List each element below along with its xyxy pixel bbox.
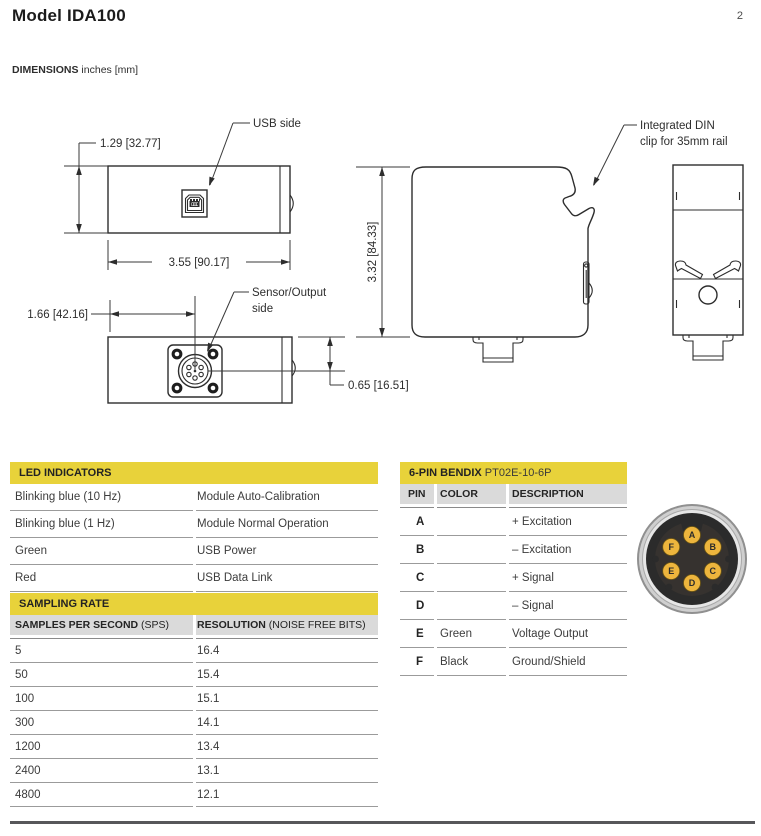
- sps-value: 1200: [10, 735, 193, 759]
- usb-port-icon: [182, 190, 207, 217]
- pin-color: [437, 508, 506, 536]
- din-clip-label-line1: Integrated DIN: [640, 120, 715, 132]
- table-row: [10, 663, 378, 687]
- dim-height-front: 1.29 [32.77]: [100, 138, 161, 150]
- sps-value: 50: [10, 663, 193, 687]
- col1-bold: SAMPLES PER SECOND: [15, 619, 139, 631]
- page-number: 2: [736, 10, 743, 22]
- connector-pin-b: [704, 539, 721, 556]
- dim-sensor-offset: 1.66 [42.16]: [27, 309, 88, 321]
- table-row: [10, 735, 378, 759]
- table-row: [400, 508, 627, 536]
- svg-text:A: A: [688, 530, 696, 541]
- connector-pin-e: [663, 563, 680, 580]
- led-indicator: Red: [10, 565, 193, 592]
- led-indicators-table: [10, 462, 378, 592]
- svg-text:D: D: [688, 578, 696, 589]
- resolution-value: 16.4: [196, 639, 378, 663]
- page-bottom-rule: [10, 821, 755, 824]
- bendix-title-part: PT02E-10-6P: [481, 467, 552, 479]
- svg-text:B: B: [709, 542, 717, 553]
- pin-color: [437, 564, 506, 592]
- led-meaning: Module Auto-Calibration: [196, 484, 378, 511]
- pin-id: C: [400, 564, 434, 592]
- led-meaning: Module Normal Operation: [196, 511, 378, 538]
- column-header-description: DESCRIPTION: [509, 484, 627, 508]
- table-row: [10, 783, 378, 807]
- bendix-header: [400, 462, 627, 484]
- pin-id: D: [400, 592, 434, 620]
- connector-pin-a: [684, 527, 701, 544]
- sps-value: 300: [10, 711, 193, 735]
- table-row: [10, 711, 378, 735]
- table-row: [400, 648, 627, 676]
- table-row: [10, 565, 378, 592]
- dim-side-height: 3.32 [84.33]: [367, 221, 379, 283]
- dimensions-label-bold: DIMENSIONS: [12, 64, 79, 76]
- pin-id: F: [400, 648, 434, 676]
- led-indicator: Blinking blue (10 Hz): [10, 484, 193, 511]
- sensor-output-label-line2: side: [252, 303, 274, 315]
- sps-value: 2400: [10, 759, 193, 783]
- sampling-rate-header: [10, 593, 378, 615]
- col2-bold: RESOLUTION: [197, 619, 266, 631]
- pin-description: – Signal: [509, 592, 627, 620]
- table-row: [10, 538, 378, 565]
- table-row: [10, 639, 378, 663]
- connector-pin-f: [663, 539, 680, 556]
- col2-normal: (NOISE FREE BITS): [265, 619, 366, 631]
- pin-description: – Excitation: [509, 536, 627, 564]
- end-view: [673, 165, 743, 360]
- sampling-subheader: [10, 615, 378, 639]
- pin-color: [437, 592, 506, 620]
- pin-description: Voltage Output: [509, 620, 627, 648]
- table-row: [10, 759, 378, 783]
- dimensions-label: [12, 64, 138, 76]
- din-side-view: [356, 120, 728, 362]
- column-header-color: COLOR: [437, 484, 506, 508]
- pin-id: B: [400, 536, 434, 564]
- pin-description: + Signal: [509, 564, 627, 592]
- sampling-rate-title: SAMPLING RATE: [19, 598, 110, 610]
- page-title: Model IDA100: [12, 6, 126, 25]
- led-indicator: Blinking blue (1 Hz): [10, 511, 193, 538]
- led-meaning: USB Data Link: [196, 565, 378, 592]
- sensor-side-view: [27, 287, 409, 403]
- dim-connector-offset: 0.65 [16.51]: [348, 380, 409, 392]
- table-row: [400, 564, 627, 592]
- column-header-resolution: [196, 615, 378, 639]
- pin-description: Ground/Shield: [509, 648, 627, 676]
- column-header-sps: [10, 615, 193, 639]
- pin-color: Black: [437, 648, 506, 676]
- resolution-value: 13.1: [196, 759, 378, 783]
- column-header-pin: PIN: [400, 484, 434, 508]
- pin-id: E: [400, 620, 434, 648]
- table-row: [10, 687, 378, 711]
- table-row: [10, 511, 378, 538]
- led-indicators-title: LED INDICATORS: [19, 467, 112, 479]
- col1-normal: (SPS): [138, 619, 170, 631]
- pin-color: Green: [437, 620, 506, 648]
- svg-text:E: E: [668, 566, 675, 577]
- connector-pin-c: [704, 563, 721, 580]
- sps-value: 5: [10, 639, 193, 663]
- table-row: [400, 620, 627, 648]
- resolution-value: 12.1: [196, 783, 378, 807]
- pin-color: [437, 536, 506, 564]
- dimensions-label-units: inches [mm]: [78, 64, 139, 76]
- resolution-value: 14.1: [196, 711, 378, 735]
- din-clip-label-line2: clip for 35mm rail: [640, 136, 728, 148]
- usb-side-view: [64, 118, 301, 270]
- table-row: [400, 592, 627, 620]
- sensor-output-label-line1: Sensor/Output: [252, 287, 327, 299]
- bendix-title-bold: 6-PIN BENDIX: [409, 467, 482, 479]
- led-meaning: USB Power: [196, 538, 378, 565]
- pin-description: + Excitation: [509, 508, 627, 536]
- table-row: [400, 536, 627, 564]
- sps-value: 4800: [10, 783, 193, 807]
- led-indicators-header: [10, 462, 378, 484]
- bendix-subheader: [400, 484, 627, 508]
- svg-text:C: C: [709, 566, 717, 577]
- resolution-value: 13.4: [196, 735, 378, 759]
- sps-value: 100: [10, 687, 193, 711]
- bendix-connector-graphic: [636, 503, 748, 615]
- resolution-value: 15.1: [196, 687, 378, 711]
- svg-text:F: F: [668, 542, 674, 553]
- dimension-drawing: [0, 100, 761, 452]
- dim-length-front: 3.55 [90.17]: [168, 257, 230, 269]
- connector-pin-d: [684, 575, 701, 592]
- bendix-connector-table: [400, 462, 627, 676]
- usb-side-label: USB side: [253, 118, 301, 130]
- led-indicator: Green: [10, 538, 193, 565]
- sampling-rate-table: [10, 593, 378, 807]
- resolution-value: 15.4: [196, 663, 378, 687]
- table-row: [10, 484, 378, 511]
- pin-id: A: [400, 508, 434, 536]
